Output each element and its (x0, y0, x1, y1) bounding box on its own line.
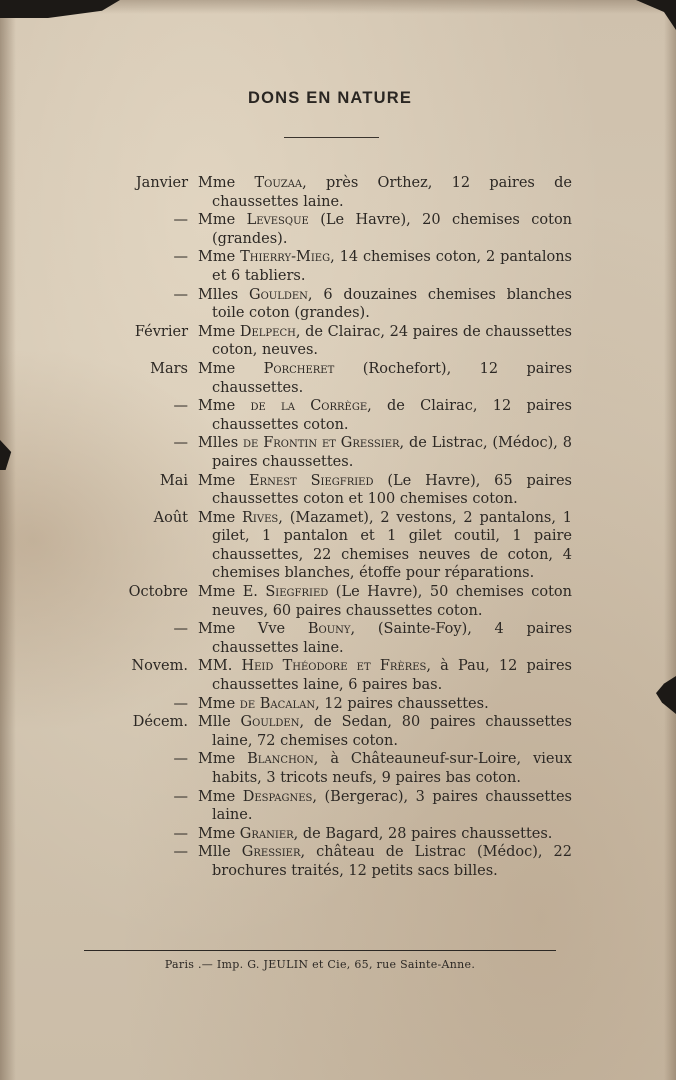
entry-description: , (Mazamet), 2 vestons, 2 pantalons, 1 gilet, 1 pantalon et 1 gilet coutil, 1 paire chaussettes, 22 chemises neuves de coton, 4 chemises blanches, étoffe pour réparations. (212, 509, 573, 582)
list-item (112, 434, 572, 471)
entry-honorific: Mlles (198, 435, 239, 452)
entry-text (198, 695, 572, 714)
entry-description: (Le Havre), 50 chemises coton neuves, 60 paires chaussettes coton. (212, 584, 572, 619)
entry-month: — (173, 695, 188, 712)
entry-month: Février (134, 323, 188, 340)
entry-month: Janvier (135, 175, 188, 191)
entry-description: , près Orthez, 12 paires de chaussettes laine. (212, 175, 573, 210)
entry-donor-name: Despagnes (242, 788, 313, 805)
entry-month: — (173, 398, 188, 415)
entry-honorific: Mme (198, 509, 236, 526)
paper-edge-shadow (664, 0, 676, 1080)
entry-donor-name: Thierry-Mieg (240, 249, 331, 266)
entry-month: Août (153, 509, 188, 526)
entry-month: — (173, 844, 188, 861)
entry-description: , de Listrac, (Médoc), 8 paires chaussettes. (212, 435, 572, 470)
entry-honorific: Mme (198, 249, 236, 266)
entry-honorific: Mme (198, 472, 236, 489)
entry-text (198, 657, 572, 694)
entry-description: , (Bergerac), 3 paires chaussettes laine. (212, 788, 573, 824)
entry-honorific: Mme (198, 323, 236, 340)
list-item (112, 248, 572, 285)
list-item (112, 713, 572, 750)
entry-text (198, 174, 572, 211)
entry-text (198, 843, 572, 880)
entry-honorific: Mme (198, 398, 236, 415)
entry-text (198, 286, 572, 323)
entry-description: , (Sainte-Foy), 4 paires chaussettes laine. (212, 621, 573, 656)
entry-month: — (173, 286, 188, 303)
entry-month: Mars (150, 360, 188, 377)
list-item (112, 397, 572, 434)
list-item (112, 657, 572, 694)
list-item (112, 750, 572, 787)
entry-honorific: MM. (198, 658, 233, 675)
paper-edge-shadow (0, 0, 16, 1080)
entry-donor-name: Gressier (241, 844, 301, 861)
entry-donor-name: Granier (239, 825, 294, 842)
list-item (112, 286, 572, 323)
entry-honorific: Mme (198, 695, 236, 712)
entry-honorific: Mme (198, 751, 236, 768)
entry-text (198, 825, 572, 844)
entry-month: — (173, 212, 188, 229)
entry-month: — (173, 621, 188, 638)
list-item (112, 174, 572, 211)
entry-description: (Le Havre), 20 chemises coton (grandes). (212, 212, 573, 247)
list-item (112, 360, 572, 397)
entry-description: , de Clairac, 12 paires chaussettes coton. (212, 398, 572, 433)
list-item (112, 583, 572, 620)
entry-description: , à Pau, 12 paires chaussettes laine, 6 paires bas. (212, 658, 572, 694)
entry-month: Décem. (132, 714, 188, 731)
entry-month: — (173, 249, 188, 266)
entry-donor-name: de Bacalan (239, 695, 316, 712)
list-item (112, 788, 572, 825)
entry-honorific: Mme (198, 360, 236, 377)
entry-text (198, 788, 572, 825)
list-item (112, 323, 572, 360)
donations-list (112, 174, 572, 881)
entry-honorific: Mlles (198, 286, 239, 303)
list-item (112, 843, 572, 880)
entry-donor-name: E. Siegfried (242, 584, 329, 601)
entry-donor-name: Bouny (307, 621, 351, 638)
entry-description: (Le Havre), 65 paires chaussettes coton et 100 chemises coton. (212, 472, 573, 508)
list-item (112, 472, 572, 509)
page-title: DONS EN NATURE (247, 89, 413, 107)
entry-honorific: Mme (198, 175, 236, 191)
list-item (112, 825, 572, 844)
list-item (112, 509, 572, 583)
entry-donor-name: de la Corrège (250, 398, 368, 415)
entry-donor-name: Goulden (249, 286, 308, 303)
entry-text (198, 323, 572, 360)
entry-donor-name: Ernest Siegfried (249, 472, 374, 489)
entry-text (198, 397, 572, 434)
entry-text (198, 211, 572, 248)
entry-text (198, 434, 572, 471)
entry-description: , château de Listrac (Médoc), 22 brochures traités, 12 petits sacs billes. (212, 844, 572, 879)
entry-month: — (173, 788, 188, 805)
entry-description: , 6 douzaines chemises blanches toile coton (grandes). (212, 286, 573, 322)
entry-donor-name: Blanchon (247, 751, 314, 768)
entry-month: — (173, 825, 188, 842)
entry-month: Novem. (131, 658, 188, 675)
entry-honorific: Mme (198, 788, 236, 805)
entry-text (198, 750, 572, 787)
entry-description: , de Sedan, 80 paires chaussettes laine, 72 chemises coton. (212, 714, 572, 749)
entry-description: , 14 chemises coton, 2 pantalons et 6 tabliers. (212, 249, 572, 284)
list-item (112, 211, 572, 248)
printer-imprint: Paris .— Imp. G. JEULIN et Cie, 65, rue Sainte-Anne. (164, 958, 476, 971)
entry-donor-name: Levesque (246, 212, 309, 229)
entry-text (198, 583, 572, 620)
entry-donor-name: Goulden (240, 714, 300, 731)
entry-text (198, 713, 572, 750)
entry-honorific: Mlle (198, 844, 231, 861)
entry-text (198, 509, 572, 583)
list-item (112, 620, 572, 657)
entry-donor-name: Delpech (239, 323, 296, 340)
entry-description: , de Bagard, 28 paires chaussettes. (293, 825, 553, 842)
torn-corner (0, 0, 120, 18)
entry-description: , à Châteauneuf-sur-Loire, vieux habits, 3 tricots neufs, 9 paires bas coton. (212, 751, 573, 786)
entry-month: Octobre (128, 584, 188, 601)
entry-donor-name: Porcheret (263, 360, 335, 377)
entry-donor-name: Touzaa (254, 175, 303, 191)
entry-text (198, 472, 572, 509)
entry-honorific: Mlle (198, 714, 231, 731)
list-item (112, 695, 572, 714)
entry-month: — (173, 435, 188, 452)
entry-honorific: Mme (198, 825, 236, 842)
entry-honorific: Mme Vve (198, 621, 286, 638)
footer-divider (84, 950, 556, 951)
entry-text (198, 360, 572, 397)
entry-honorific: Mme (198, 212, 236, 229)
entry-text (198, 620, 572, 657)
entry-text (198, 248, 572, 285)
entry-description: , de Clairac, 24 paires de chaussettes coton, neuves. (212, 323, 572, 359)
entry-month: — (173, 751, 188, 768)
entry-donor-name: Rives (242, 509, 279, 526)
entry-description: (Rochefort), 12 paires chaussettes. (212, 360, 573, 396)
entry-month: Mai (159, 472, 188, 489)
title-divider (284, 137, 379, 138)
entry-donor-name: de Frontin et Gressier (243, 435, 400, 452)
entry-donor-name: Heid Théodore et Frères (241, 658, 427, 675)
entry-description: , 12 paires chaussettes. (315, 695, 489, 712)
entry-honorific: Mme (198, 584, 236, 601)
